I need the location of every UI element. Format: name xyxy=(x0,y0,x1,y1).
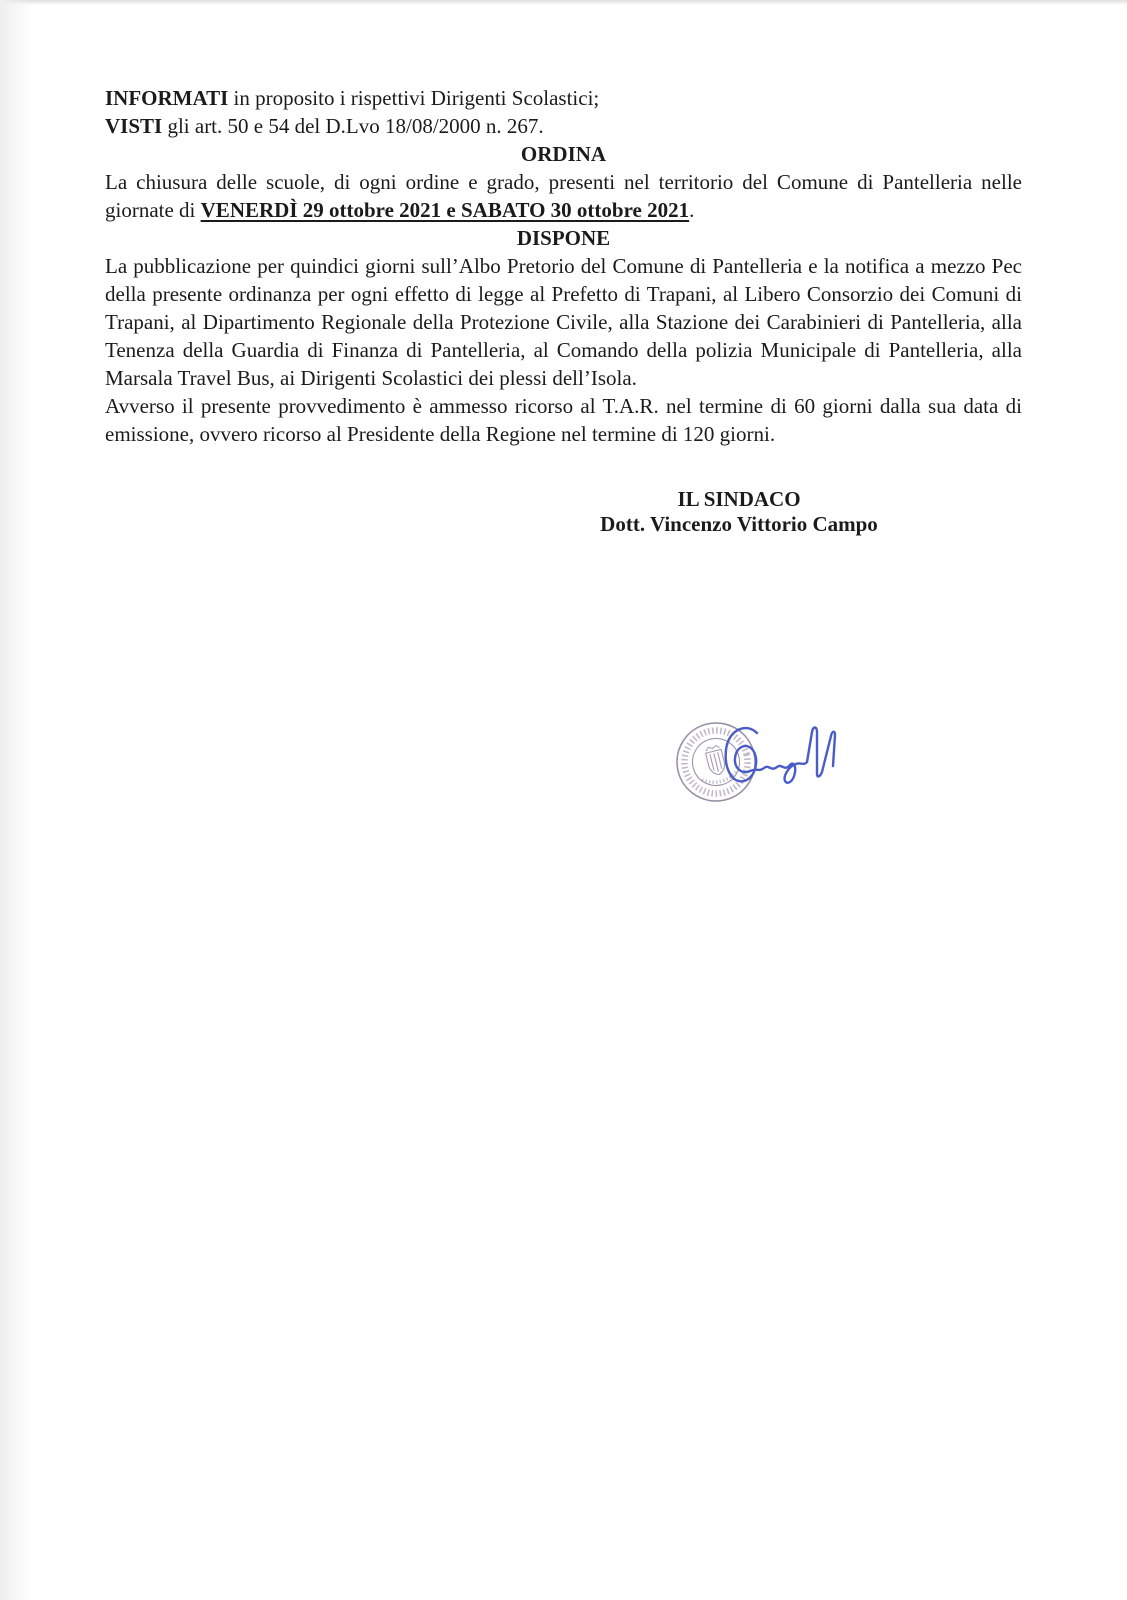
paragraph-ricorso: Avverso il presente provvedimento è ammesso ricorso al T.A.R. nel termine di 60 giorni dalla sua data di emissione, ovvero ricorso al Presidente della Regione nel termine di 120 giorni. xyxy=(105,394,1022,446)
paragraph-ordina-body xyxy=(105,168,1022,224)
signature-mark xyxy=(726,728,835,783)
signature-block xyxy=(456,487,1022,536)
informati-lead: INFORMATI xyxy=(105,86,229,110)
paragraph-informati xyxy=(105,84,1022,112)
paragraph-dispone-body: La pubblicazione per quindici giorni sull’Albo Pretorio del Comune di Pantelleria e la notifica a mezzo Pec della presente ordinanza per ogni effetto di legge al Prefetto di Trapani, al Libero Consorzio dei Comuni di Trapani, al Dipartimento Regionale della Protezione Civile, alla Stazione dei Carabinieri di Pantelleria, alla Tenenza della Guardia di Finanza di Pantelleria, al Comando della polizia Municipale di Pantelleria, alla Marsala Travel Bus, ai Dirigenti Scolastici dei plessi dell’Isola. xyxy=(105,254,1022,390)
document-body xyxy=(105,0,1022,536)
ordina-heading: ORDINA xyxy=(520,142,607,166)
informati-text: in proposito i rispettivi Dirigenti Scolastici; xyxy=(228,86,600,110)
signature-name: Dott. Vincenzo Vittorio Campo xyxy=(600,511,878,536)
scan-edge-left xyxy=(0,0,32,1600)
stamp-and-signature xyxy=(638,702,850,810)
dispone-heading: DISPONE xyxy=(516,226,611,250)
signature-title: IL SINDACO xyxy=(677,487,801,511)
ordina-dates: VENERDÌ 29 ottobre 2021 e SABATO 30 ottobre 2021 xyxy=(200,198,690,222)
visti-text: gli art. 50 e 54 del D.Lvo 18/08/2000 n. 267. xyxy=(162,114,544,138)
ordina-body-suffix: . xyxy=(689,198,695,222)
visti-lead: VISTI xyxy=(105,114,163,138)
paragraph-visti xyxy=(105,112,1022,140)
ordina-body-prefix: La chiusura delle scuole, di ogni ordine e grado, presenti nel territorio del Comune di Pantelleria nelle giornate di xyxy=(105,170,1022,222)
